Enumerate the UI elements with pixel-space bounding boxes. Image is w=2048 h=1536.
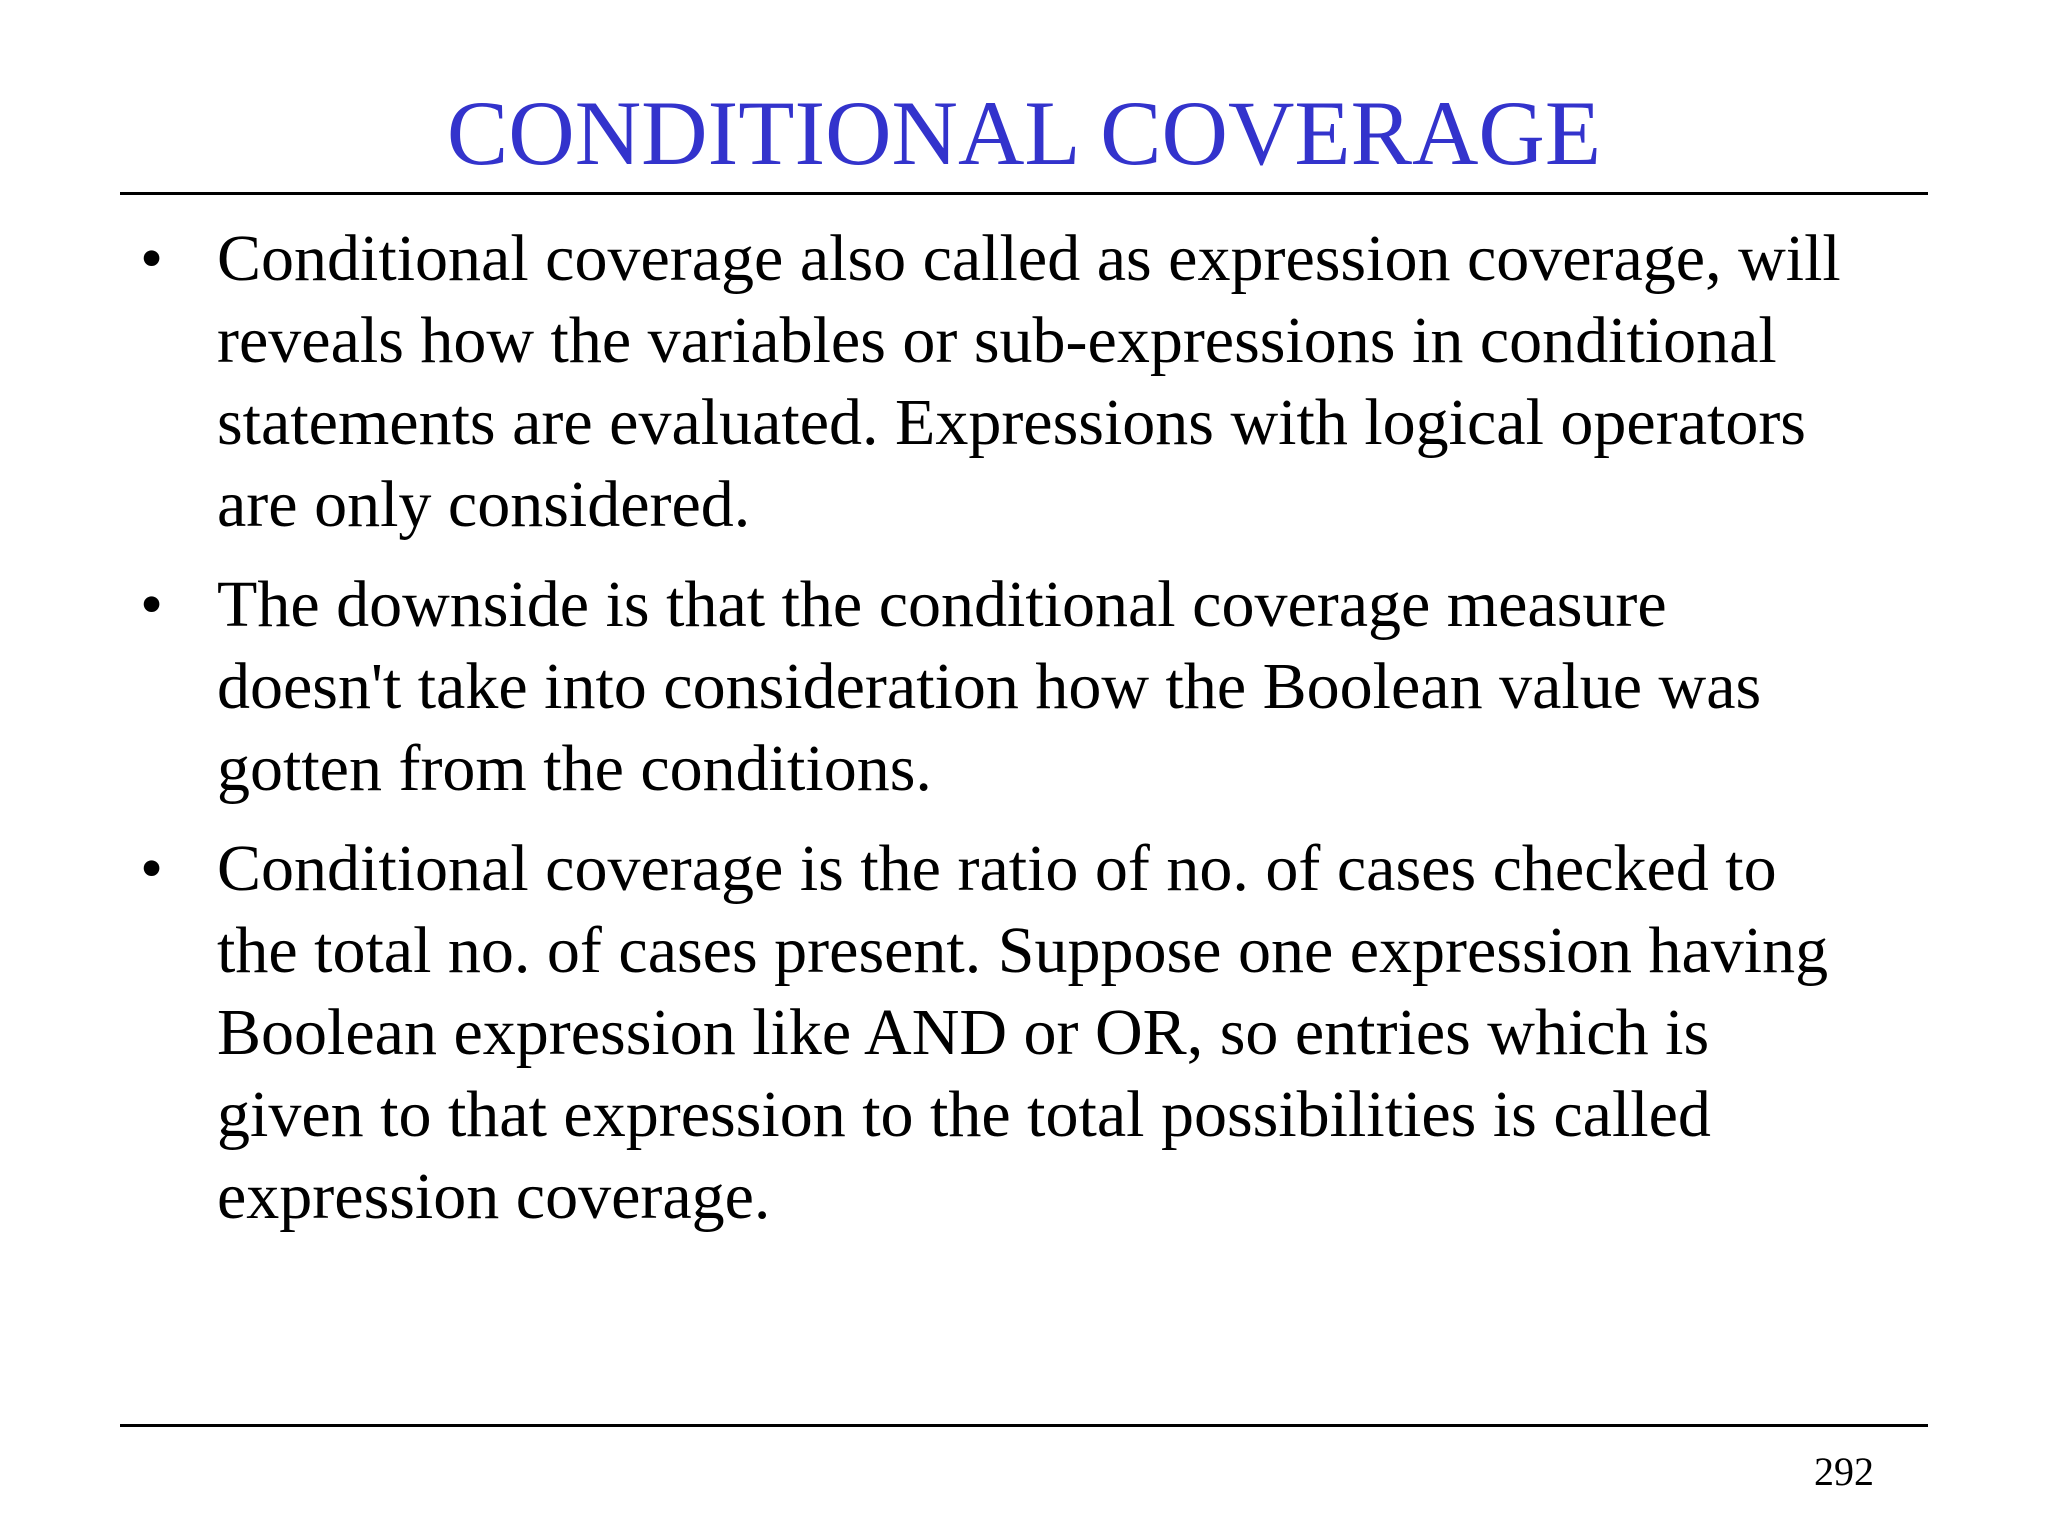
bullet-dot: • (140, 832, 164, 905)
bullet-item-1 (0, 218, 2048, 546)
bullet-line: given to that expression to the total possibilities is called (217, 1078, 1711, 1151)
bullet-text (217, 218, 1917, 546)
footer-divider (120, 1424, 1928, 1427)
bullet-item-3 (0, 828, 2048, 1238)
bullet-item-2 (0, 564, 2048, 810)
bullet-line: doesn't take into consideration how the Boolean value was (217, 650, 1762, 723)
bullet-line: statements are evaluated. Expressions with logical operators (217, 386, 1806, 459)
bullet-line: The downside is that the conditional coverage measure (217, 568, 1667, 641)
slide-title: CONDITIONAL COVERAGE (446, 82, 1602, 184)
bullet-text (217, 828, 1917, 1238)
bullet-list (0, 218, 2048, 1256)
bullet-dot: • (140, 568, 164, 641)
bullet-line: Conditional coverage is the ratio of no. of cases checked to (217, 832, 1777, 905)
bullet-line: the total no. of cases present. Suppose one expression having (217, 914, 1829, 987)
page-number: 292 (1814, 1449, 1874, 1494)
bullet-line: Conditional coverage also called as expression coverage, will (217, 222, 1841, 295)
bullet-text (217, 564, 1917, 810)
bullet-dot: • (140, 222, 164, 295)
title-divider (120, 192, 1928, 195)
bullet-line: expression coverage. (217, 1160, 771, 1233)
bullet-line: are only considered. (217, 468, 751, 541)
bullet-line: reveals how the variables or sub-expressions in conditional (217, 304, 1777, 377)
bullet-line: Boolean expression like AND or OR, so entries which is (217, 996, 1710, 1069)
bullet-line: gotten from the conditions. (217, 732, 932, 805)
